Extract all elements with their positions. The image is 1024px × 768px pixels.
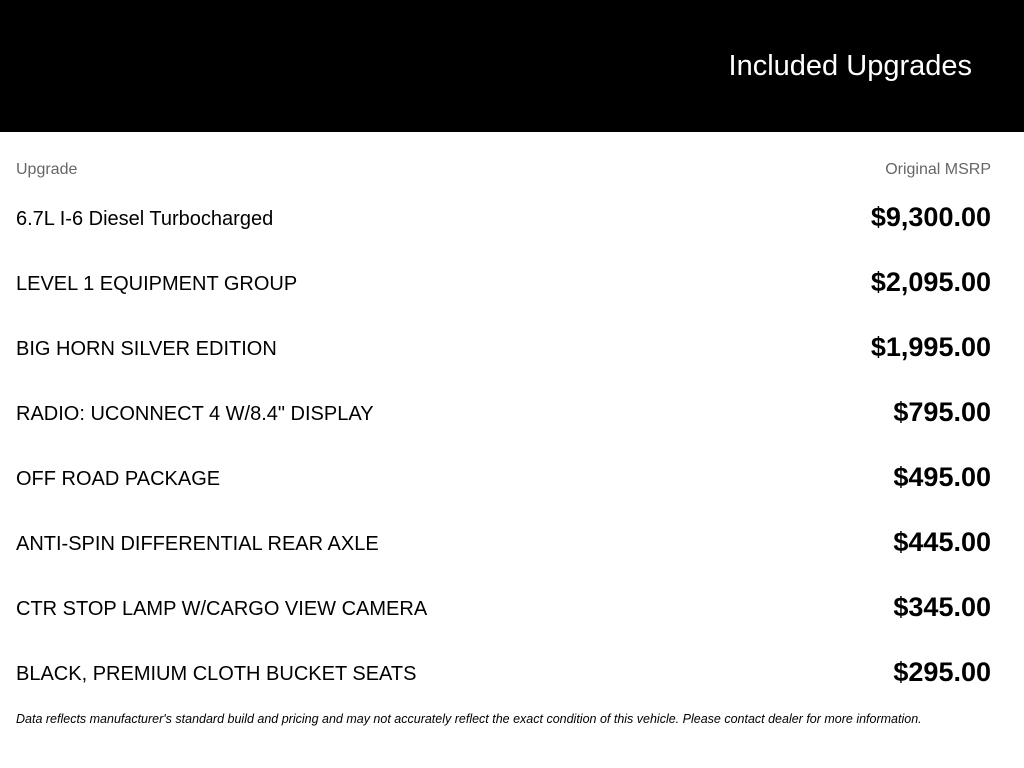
upgrade-row — [0, 640, 1024, 705]
column-header-upgrade: Upgrade — [16, 161, 78, 178]
upgrade-name: ANTI-SPIN DIFFERENTIAL REAR AXLE — [16, 533, 379, 555]
upgrade-row — [0, 315, 1024, 380]
upgrade-price: $295.00 — [893, 657, 991, 687]
upgrade-price: $9,300.00 — [870, 202, 991, 232]
upgrades-list — [0, 185, 1024, 705]
upgrade-row — [0, 185, 1024, 250]
upgrade-name: CTR STOP LAMP W/CARGO VIEW CAMERA — [16, 598, 428, 620]
upgrade-name: LEVEL 1 EQUIPMENT GROUP — [16, 273, 298, 295]
upgrade-name: BLACK, PREMIUM CLOTH BUCKET SEATS — [16, 663, 417, 685]
column-header-msrp: Original MSRP — [885, 161, 991, 178]
upgrade-row — [0, 575, 1024, 640]
upgrade-price: $445.00 — [893, 527, 991, 557]
upgrade-name: BIG HORN SILVER EDITION — [16, 338, 277, 360]
upgrade-name: 6.7L I-6 Diesel Turbocharged — [16, 208, 274, 230]
upgrade-name: OFF ROAD PACKAGE — [16, 468, 221, 490]
upgrade-price: $1,995.00 — [870, 332, 991, 362]
upgrade-row — [0, 445, 1024, 510]
upgrade-price: $345.00 — [893, 592, 991, 622]
disclaimer-text: Data reflects manufacturer's standard build and pricing and may not accurately reflect the exact condition of this vehicle. Please contact dealer for more information. — [16, 712, 922, 726]
upgrade-name: RADIO: UCONNECT 4 W/8.4" DISPLAY — [16, 403, 374, 425]
upgrade-row — [0, 250, 1024, 315]
upgrade-price: $795.00 — [893, 397, 991, 427]
upgrade-row — [0, 510, 1024, 575]
header-banner — [0, 0, 1024, 132]
upgrade-row — [0, 380, 1024, 445]
page-title: Included Upgrades — [728, 50, 972, 82]
upgrade-price: $2,095.00 — [870, 267, 991, 297]
upgrade-price: $495.00 — [893, 462, 991, 492]
